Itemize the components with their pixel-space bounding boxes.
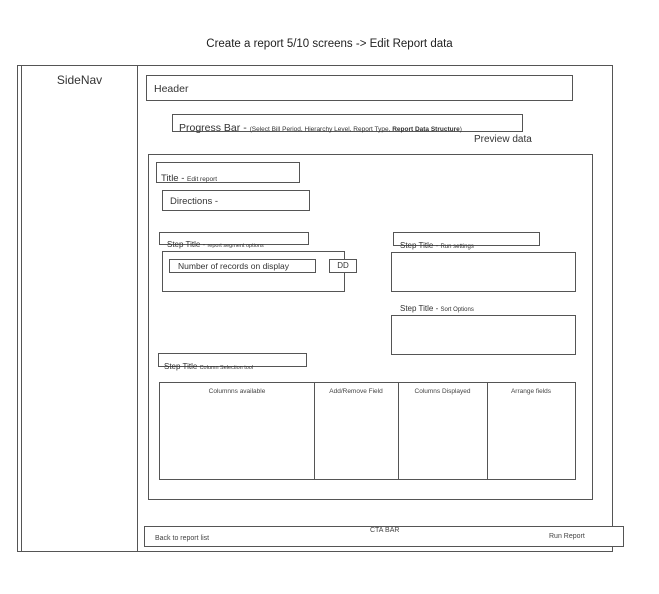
run-report-button[interactable]: Run Report bbox=[549, 533, 585, 540]
segment-step-title bbox=[159, 232, 309, 249]
title-box-text bbox=[161, 168, 217, 186]
records-label: Number of records on display bbox=[178, 261, 290, 271]
title-box-detail: Edit report bbox=[187, 176, 218, 183]
records-dropdown-value: DD bbox=[337, 261, 349, 270]
back-to-report-list-link[interactable]: Back to report list bbox=[155, 535, 210, 542]
segment-step-text bbox=[167, 234, 264, 252]
page-title: Create a report 5/10 screens -> Edit Report data bbox=[206, 38, 453, 50]
column-step-text bbox=[164, 356, 253, 374]
segment-step-detail: report segment options bbox=[207, 243, 264, 249]
cta-bar bbox=[144, 526, 624, 547]
segment-options-box bbox=[162, 251, 349, 292]
sidenav-label: SideNav bbox=[56, 73, 103, 87]
header-label: Header bbox=[154, 83, 189, 95]
progress-bar-detail: (Select Bill Period, Hierarchy Level, Report Type, bbox=[249, 126, 393, 133]
column-divider bbox=[398, 383, 399, 479]
run-step-text bbox=[400, 235, 474, 253]
progress-bar-current-step: Report Data Structure bbox=[392, 126, 460, 133]
run-settings-box bbox=[391, 252, 576, 292]
column-step-label: Step Title bbox=[164, 362, 200, 371]
progress-bar-label: Progress Bar - bbox=[179, 122, 250, 134]
header bbox=[146, 75, 573, 101]
records-field[interactable] bbox=[169, 259, 316, 273]
progress-bar-detail-end: ) bbox=[459, 126, 462, 133]
sort-step-detail: Sort Options bbox=[440, 307, 474, 313]
add-remove-field-label: Add/Remove Field bbox=[329, 388, 383, 395]
sidenav[interactable] bbox=[21, 65, 138, 552]
run-step-title bbox=[393, 232, 540, 250]
directions-label: Directions - bbox=[170, 196, 219, 207]
run-step-detail: Run settings bbox=[440, 244, 474, 250]
progress-bar-text bbox=[179, 118, 462, 136]
directions-box bbox=[162, 190, 310, 211]
progress-bar[interactable] bbox=[172, 114, 523, 132]
column-selection-tool bbox=[159, 382, 576, 480]
column-divider bbox=[314, 383, 315, 479]
arrange-fields-label: Arrange fields bbox=[510, 388, 552, 395]
segment-step-label: Step Title - bbox=[167, 240, 208, 249]
records-dropdown[interactable] bbox=[329, 259, 357, 273]
run-step-label: Step Title - bbox=[400, 241, 441, 250]
title-box bbox=[156, 162, 300, 183]
preview-data-link[interactable]: Preview data bbox=[474, 134, 532, 145]
column-divider bbox=[487, 383, 488, 479]
columns-available-label: Columnns available bbox=[208, 388, 266, 395]
sort-step-label: Step Title - bbox=[400, 304, 441, 313]
column-step-title bbox=[158, 353, 307, 371]
column-step-detail: Column Selection tool bbox=[199, 365, 254, 371]
sort-options-box bbox=[391, 315, 576, 355]
sort-step-title bbox=[400, 298, 474, 316]
title-box-label: Title - bbox=[161, 173, 188, 184]
columns-displayed-label: Columns Displayed bbox=[414, 388, 471, 395]
cta-bar-label: CTA BAR bbox=[370, 527, 400, 534]
